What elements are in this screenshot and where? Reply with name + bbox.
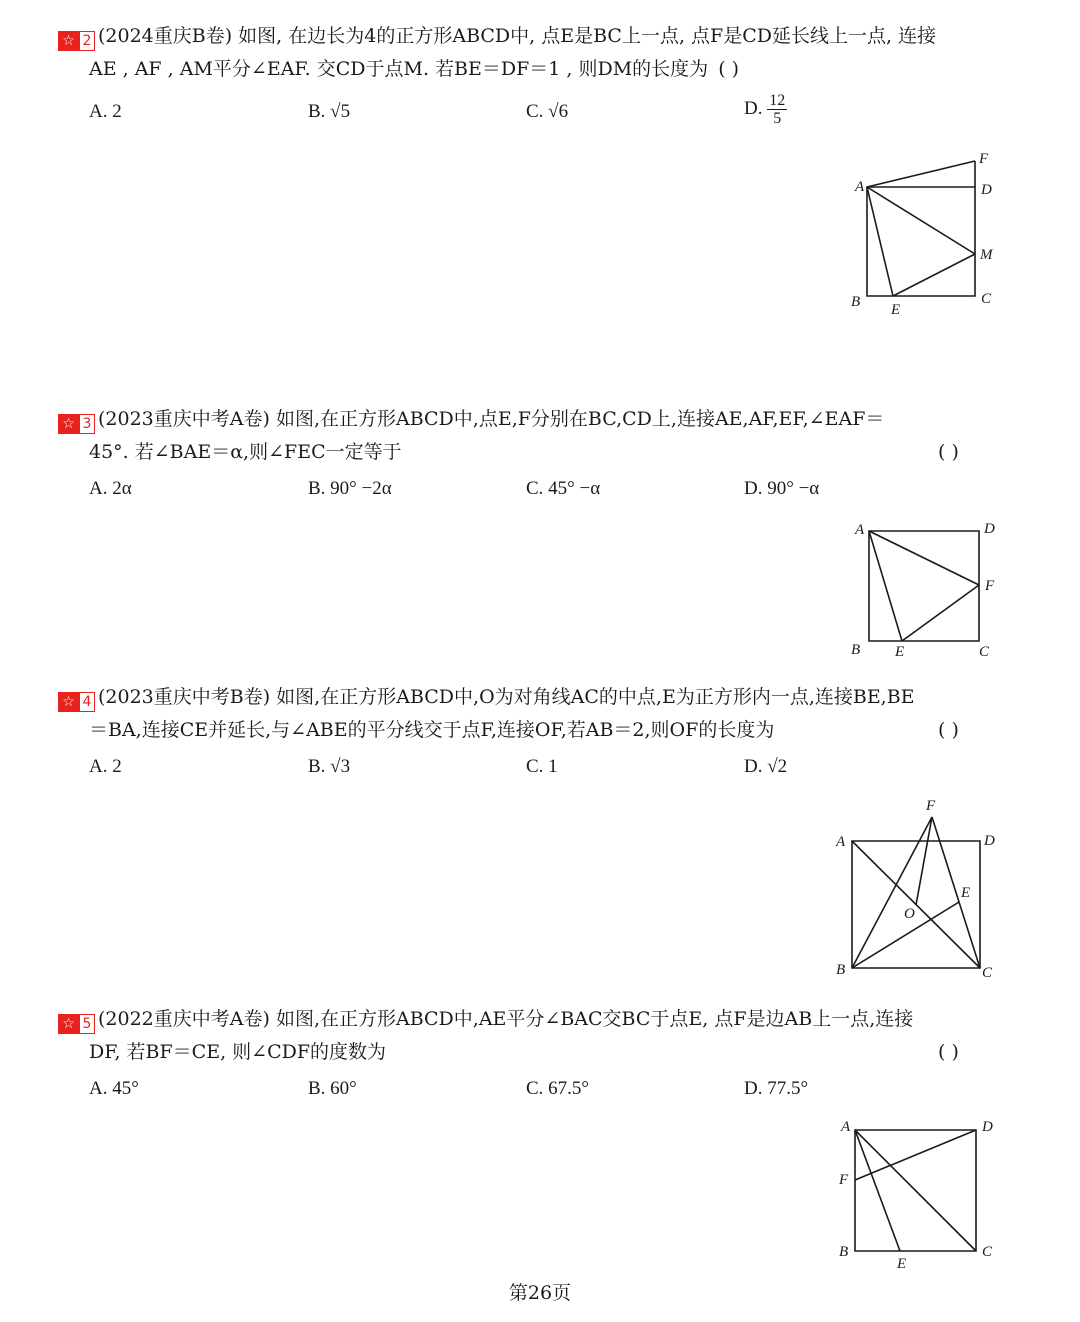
segment-ae [867, 187, 893, 296]
label-c: C [979, 644, 990, 660]
label-e: E [895, 644, 905, 660]
label-a: A [855, 179, 865, 195]
label-c: C [981, 291, 992, 307]
segment-of [916, 817, 932, 905]
diagonal-ac [855, 1130, 976, 1251]
question-5-line1: ☆ 5 (2022重庆中考A卷) 如图,在正方形ABCD中,AE平分∠BAC交BC于点E, 点F是边AB上一点,连接 [58, 1007, 913, 1031]
label-d: D [984, 521, 995, 537]
segment-af [867, 161, 975, 187]
answer-paren: ( ) [718, 58, 740, 80]
star-icon: ☆ [58, 1014, 79, 1034]
option-c: C. 1 [526, 756, 558, 777]
figure-q5 [830, 1115, 1005, 1270]
segment-cf [932, 817, 980, 968]
question-badge: ☆ 3 [58, 410, 95, 430]
figure-q3 [845, 515, 1005, 665]
label-e: E [891, 302, 901, 318]
question-3-line1: ☆ 3 (2023重庆中考A卷) 如图,在正方形ABCD中,点E,F分别在BC,CD上,连接AE,AF,EF,∠EAF＝ [58, 407, 884, 431]
question-2-line1: ☆ 2 (2024重庆B卷) 如图, 在边长为4的正方形ABCD中, 点E是BC上一点, 点F是CD延长线上一点, 连接 [58, 24, 936, 48]
option-c: C. 45° −α [526, 478, 601, 499]
option-c: C. 67.5° [526, 1078, 590, 1099]
label-b: B [851, 294, 861, 310]
option-b: B. √3 [308, 756, 351, 777]
label-b: B [839, 1244, 849, 1260]
label-c: C [982, 1244, 993, 1260]
label-a: A [841, 1119, 851, 1135]
label-c: C [982, 965, 993, 981]
star-icon: ☆ [58, 414, 79, 434]
figure-q4 [830, 795, 1010, 985]
segment-em [893, 254, 975, 296]
segment-af [869, 531, 979, 585]
question-2-line2: AE , AF , AM平分∠EAF. 交CD于点M. 若BE＝DF＝1 , 则DM的长度为 ( ) [89, 58, 740, 80]
segment-df [855, 1130, 976, 1180]
label-f: F [979, 151, 989, 167]
question-badge: ☆ 4 [58, 688, 95, 708]
label-o: O [904, 906, 915, 922]
segment-ae [855, 1130, 900, 1251]
option-a: A. 2α [89, 478, 132, 499]
label-b: B [851, 642, 861, 658]
option-d: D. $\frac{12}{5}$ [744, 92, 786, 127]
fraction: $\frac{12}{5}$ [769, 92, 786, 127]
segment-am [867, 187, 975, 254]
label-f: F [985, 578, 995, 594]
star-icon: ☆ [58, 31, 79, 51]
label-d: D [984, 833, 995, 849]
answer-paren: ( ) [938, 441, 959, 463]
option-c: C. √6 [526, 101, 569, 122]
label-a: A [836, 834, 846, 850]
question-5-line2: DF, 若BF＝CE, 则∠CDF的度数为 [89, 1041, 387, 1063]
answer-paren: ( ) [938, 719, 959, 741]
label-e: E [961, 885, 971, 901]
label-f: F [926, 798, 936, 814]
segment-bf [852, 817, 932, 968]
label-a: A [855, 522, 865, 538]
question-4-line2: ＝BA,连接CE并延长,与∠ABE的平分线交于点F,连接OF,若AB＝2,则OF的长度为 [89, 719, 775, 741]
option-d: D. 77.5° [744, 1078, 809, 1099]
segment-ef [902, 585, 979, 641]
option-d: D. 90° −α [744, 478, 820, 499]
page-number: 第26页 [508, 1282, 572, 1304]
label-b: B [836, 962, 846, 978]
label-f: F [839, 1172, 849, 1188]
segment-ae [869, 531, 902, 641]
answer-paren: ( ) [938, 1041, 959, 1063]
option-b: B. 60° [308, 1078, 357, 1099]
question-4-line1: ☆ 4 (2023重庆中考B卷) 如图,在正方形ABCD中,O为对角线AC的中点,E为正方形内一点,连接BE,BE [58, 685, 915, 709]
option-a: A. 2 [89, 101, 122, 122]
label-d: D [981, 182, 992, 198]
question-3-line2: 45°. 若∠BAE＝α,则∠FEC一定等于 [89, 441, 402, 463]
square-abcd [867, 187, 975, 296]
option-a: A. 45° [89, 1078, 139, 1099]
label-d: D [982, 1119, 993, 1135]
label-e: E [897, 1256, 907, 1272]
question-badge: ☆ 2 [58, 27, 95, 47]
option-b: B. √5 [308, 101, 351, 122]
star-icon: ☆ [58, 692, 79, 712]
option-d: D. √2 [744, 756, 788, 777]
option-a: A. 2 [89, 756, 122, 777]
question-badge: ☆ 5 [58, 1010, 95, 1030]
figure-q2 [845, 150, 1005, 320]
option-b: B. 90° −2α [308, 478, 392, 499]
label-m: M [980, 247, 993, 263]
